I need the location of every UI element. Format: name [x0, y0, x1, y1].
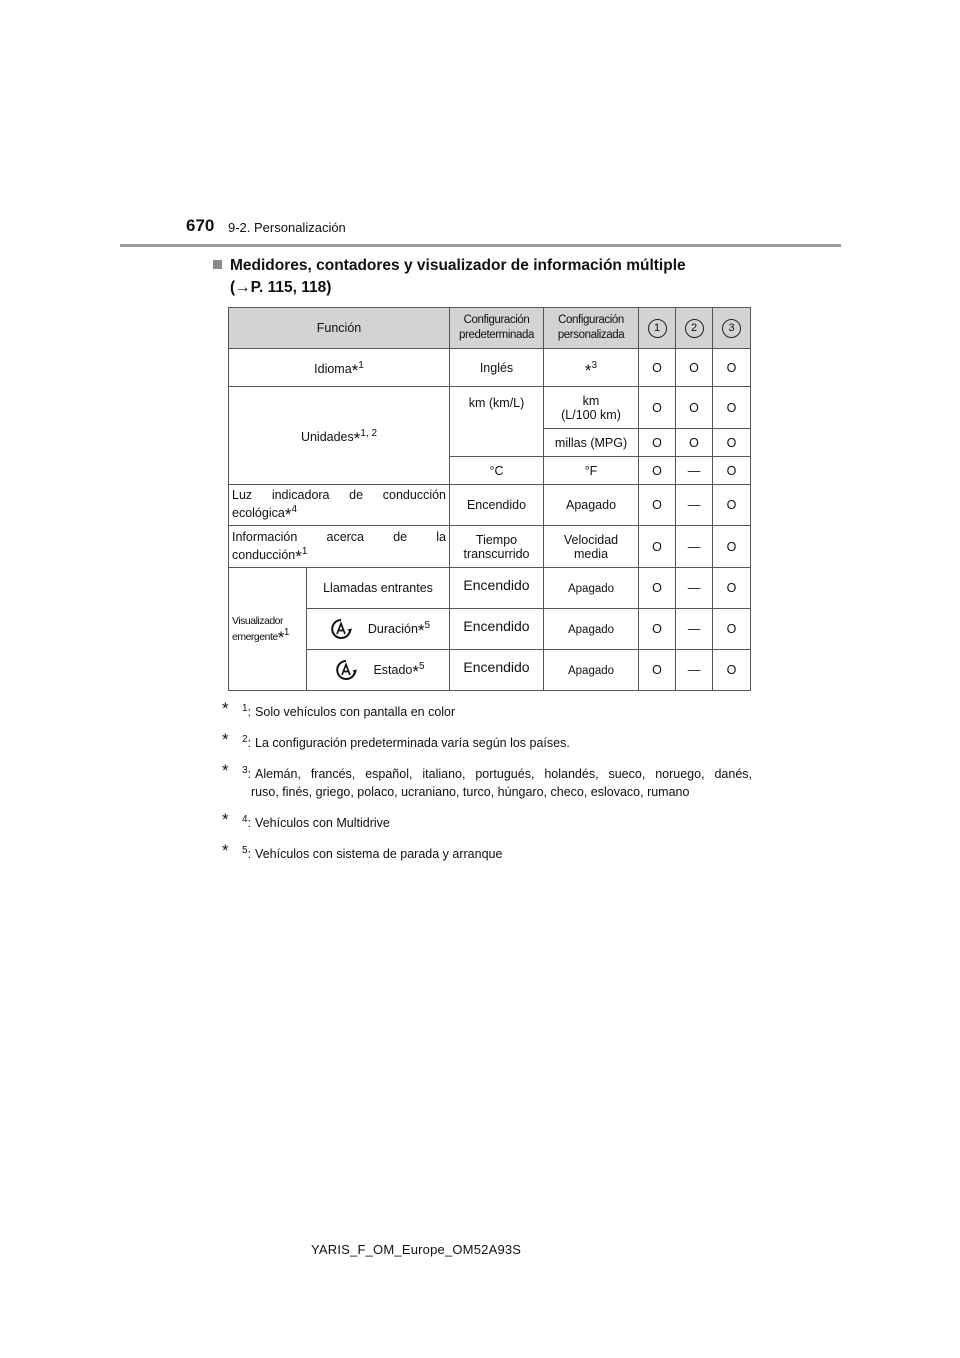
default-value: Tiempo transcurrido [450, 526, 544, 568]
function-label: Luz indicadora de conducción ecológica*$^4$ [229, 485, 450, 526]
custom-value: Apagado [544, 650, 639, 691]
custom-value: Apagado [544, 609, 639, 650]
column-3-value: O [713, 650, 751, 691]
column-3-value: O [713, 387, 751, 429]
table-row-duracion [229, 609, 751, 650]
table-row-unidades [229, 387, 751, 429]
column-1-value: O [639, 457, 676, 485]
function-label: Idioma*$^1$ [229, 349, 450, 387]
column-2-value: — [676, 650, 713, 691]
table-header-row [229, 308, 751, 349]
section-heading [213, 255, 686, 299]
footnote: * $^3$: Alemán, francés, español, italiano, portugués, holandés, sueco, noruego, danés, ruso, finés, griego, polaco, ucraniano, turco, húngaro, checo, eslovaco, rumano [222, 761, 752, 799]
column-1-value: O [639, 568, 676, 609]
column-2-value: — [676, 526, 713, 568]
settings-table [228, 307, 751, 691]
sub-function-label: Llamadas entrantes [307, 568, 450, 609]
page-reference: (→P. 115, 118) [230, 279, 332, 296]
column-2-value: — [676, 609, 713, 650]
a-stop-start-icon [335, 659, 357, 681]
custom-value: Apagado [544, 568, 639, 609]
column-2-value: O [676, 349, 713, 387]
column-2-value: O [676, 429, 713, 457]
header-column-3 [713, 308, 751, 349]
column-1-value: O [639, 429, 676, 457]
column-2-value: O [676, 387, 713, 429]
custom-value: Velocidad media [544, 526, 639, 568]
custom-value: km (L/100 km) [544, 387, 639, 429]
default-value: Encendido [450, 650, 544, 691]
footnote: * $^4$: Vehículos con Multidrive [222, 810, 390, 830]
column-1-value: O [639, 387, 676, 429]
column-1-value: O [639, 609, 676, 650]
table-row-estado [229, 650, 751, 691]
default-value: Encendido [450, 609, 544, 650]
column-2-value: — [676, 568, 713, 609]
custom-value: millas (MPG) [544, 429, 639, 457]
footnote: * $^2$: La configuración predeterminada varía según los países. [222, 730, 570, 750]
column-1-value: O [639, 485, 676, 526]
custom-value: Apagado [544, 485, 639, 526]
section-title-text: Medidores, contadores y visualizador de información múltiple [230, 257, 686, 274]
default-value: Encendido [450, 485, 544, 526]
circled-number-2: 2 [685, 319, 704, 338]
column-3-value: O [713, 526, 751, 568]
default-value: Inglés [450, 349, 544, 387]
header-function: Función [229, 308, 450, 349]
column-1-value: O [639, 526, 676, 568]
column-1-value: O [639, 650, 676, 691]
table-row-informacion [229, 526, 751, 568]
custom-value: °F [544, 457, 639, 485]
default-value: Encendido [450, 568, 544, 609]
footnote: * $^1$: Solo vehículos con pantalla en color [222, 699, 456, 719]
header-column-2 [676, 308, 713, 349]
default-value: km (km/L) [450, 387, 544, 457]
function-label-visualizador: Visualizador emergente*1 [229, 568, 307, 691]
function-label: Información acerca de la conducción*$^1$ [229, 526, 450, 568]
column-3-value: O [713, 429, 751, 457]
header-column-1 [639, 308, 676, 349]
column-3-value: O [713, 457, 751, 485]
default-value: °C [450, 457, 544, 485]
square-bullet-icon [213, 260, 222, 269]
column-2-value: — [676, 457, 713, 485]
header-rule [120, 244, 841, 247]
sub-function-label: Duración*$^5$ [307, 609, 450, 650]
circled-number-3: 3 [722, 319, 741, 338]
footnote: * $^5$: Vehículos con sistema de parada y arranque [222, 841, 503, 861]
table-row-idioma [229, 349, 751, 387]
column-2-value: — [676, 485, 713, 526]
column-3-value: O [713, 568, 751, 609]
sub-function-label: Estado*$^5$ [307, 650, 450, 691]
chapter-title: 9-2. Personalización [228, 220, 346, 235]
table-row-llamadas [229, 568, 751, 609]
column-3-value: O [713, 349, 751, 387]
column-3-value: O [713, 485, 751, 526]
custom-value: *$^3$ [544, 349, 639, 387]
table-row-luz [229, 485, 751, 526]
column-3-value: O [713, 609, 751, 650]
document-code: YARIS_F_OM_Europe_OM52A93S [311, 1242, 522, 1257]
column-1-value: O [639, 349, 676, 387]
page-number: 670 [186, 216, 215, 235]
a-stop-start-icon [330, 618, 352, 640]
circled-number-1: 1 [648, 319, 667, 338]
function-label: Unidades*$^{1, 2}$ [229, 387, 450, 485]
footnotes [222, 700, 752, 873]
header-custom: Configuración personalizada [544, 308, 639, 349]
header-default: Configuración predeterminada [450, 308, 544, 349]
